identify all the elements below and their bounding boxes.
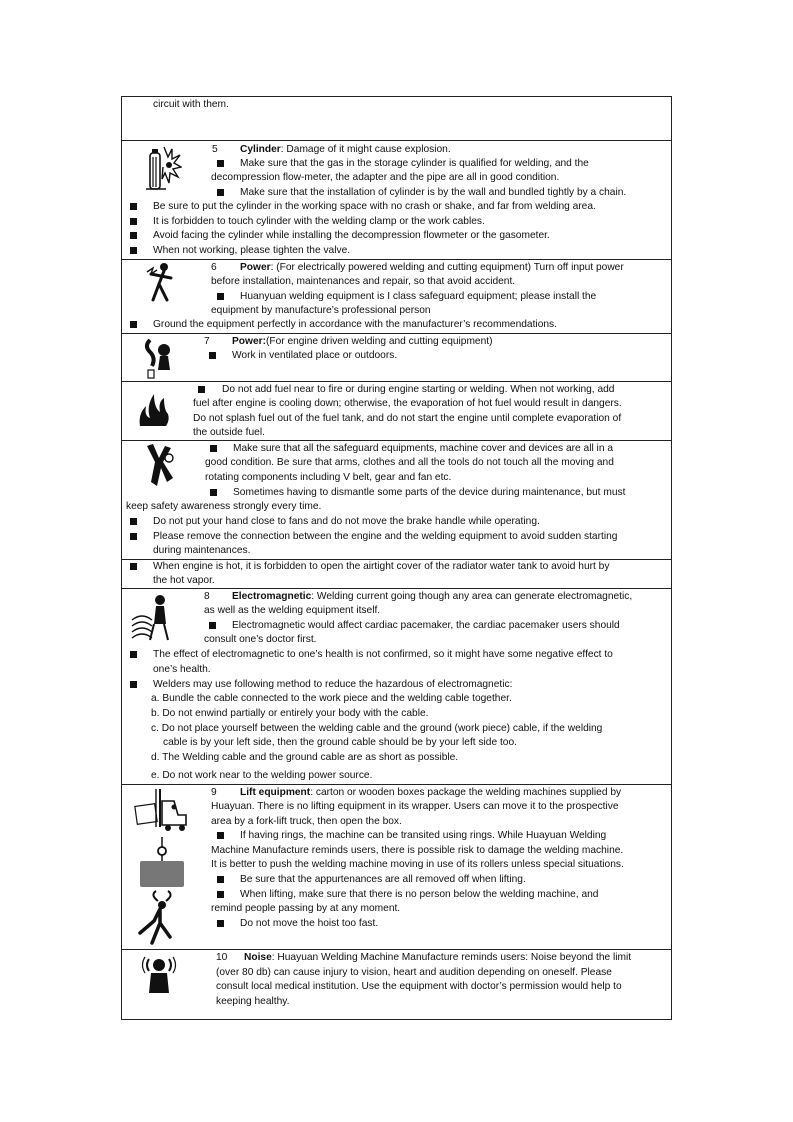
electric-shock-icon: [145, 262, 179, 302]
section7-moving-line3: rotating components including V belt, gear and fan etc.: [205, 472, 452, 483]
section7-disconnect-line2: during maintenances.: [153, 545, 251, 556]
bullet-square: [130, 563, 137, 570]
section7-fuel-line1: Do not add fuel near to fire or during engine starting or welding. When not working, add: [222, 384, 615, 395]
section7-heading: [232, 335, 493, 350]
section7-moving-line2: good condition. Be sure that arms, clothes and all the tools do not touch all the moving and: [205, 457, 614, 468]
bullet-square: [210, 489, 217, 496]
section9-intro: : carton or wooden boxes package the welding machines supplied by: [310, 787, 622, 798]
section6-intro: : (For electrically powered welding and cutting equipment) Turn off input power: [270, 262, 624, 273]
row-divider: [121, 784, 672, 785]
bullet-square: [130, 681, 137, 688]
bullet-square: [217, 891, 224, 898]
bullet-square: [217, 876, 224, 883]
section8-intro-line2: as well as the welding equipment itself.: [204, 605, 381, 616]
section9-bullet1-line1: If having rings, the machine can be transited using rings. While Huayuan Welding: [240, 830, 607, 841]
section5-bullet3: Be sure to put the cylinder in the working space with no crash or shake, and far from welding area.: [153, 201, 596, 212]
section6-intro-line2: before installation, maintenances and repair, so that avoid accident.: [211, 276, 516, 287]
section10-line2: (over 80 db) can cause injury to vision, heart and audition depending on oneself. Please: [216, 967, 612, 978]
section7-moving-line1: Make sure that all the safeguard equipments, machine cover and devices are all in a: [233, 443, 613, 454]
section7-fans-bullet: Do not put your hand close to fans and do not move the brake handle while operating.: [153, 516, 540, 527]
section5-number: 5: [212, 144, 218, 155]
section7-intro: (For engine driven welding and cutting equipment): [265, 336, 493, 347]
section7-fuel-line2: fuel after engine is cooling down; otherwise, the evaporation of hot fuel would result in dangers.: [193, 398, 622, 409]
row-divider: [121, 949, 672, 950]
section9-intro-line3: area by a fork-lift truck, then open the box.: [211, 816, 402, 827]
section8-item-c-line1: c. Do not place yourself between the welding cable and the ground (work piece) cable, if the welding: [151, 723, 603, 734]
cylinder-explosion-icon: [142, 143, 182, 193]
bullet-square: [217, 160, 224, 167]
bullet-square: [209, 622, 216, 629]
section6-bullet2: Ground the equipment perfectly in accordance with the manufacturer’s recommendations.: [153, 319, 557, 330]
section6-number: 6: [211, 262, 217, 273]
section4-continuation: circuit with them.: [153, 99, 229, 110]
section7-fuel-line4: the outside fuel.: [193, 427, 265, 438]
section7-number: 7: [204, 336, 210, 347]
section10-line4: keeping healthy.: [216, 996, 290, 1007]
section10-line1: : Huayuan Welding Machine Manufacture reminds users: Noise beyond the limit: [271, 952, 632, 963]
section9-intro-line2: Huayuan. There is no lifting equipment in its wrapper. Users can move it to the prospective: [211, 801, 619, 812]
fire-icon: [136, 388, 172, 428]
electromagnetic-field-icon: [128, 590, 176, 642]
row-divider: [121, 140, 672, 141]
hoist-ring-icon: [140, 837, 184, 887]
fume-inhalation-icon: [140, 336, 178, 380]
bullet-square: [130, 247, 137, 254]
person-head-protect-icon: [140, 891, 171, 943]
bullet-square: [217, 920, 224, 927]
section7-maintenance-line2: keep safety awareness strongly every time.: [126, 501, 322, 512]
section8-heading: [232, 590, 632, 605]
section9-bullet2: Be sure that the appurtenances are all removed off when lifting.: [240, 874, 526, 885]
moving-parts-hand-icon: [141, 442, 179, 488]
bullet-square: [130, 321, 137, 328]
section5-intro: : Damage of it might cause explosion.: [280, 144, 451, 155]
row-divider: [121, 333, 672, 334]
section6-heading: [240, 261, 624, 276]
section9-number: 9: [211, 787, 217, 798]
bullet-square: [130, 232, 137, 239]
section8-item-e: e. Do not work near to the welding power source.: [151, 770, 373, 781]
section7-radiator-line1: When engine is hot, it is forbidden to open the airtight cover of the radiator water tank to avoid hurt by: [153, 561, 610, 572]
section9-bullet3-line1: When lifting, make sure that there is no person below the welding machine, and: [240, 889, 599, 900]
section9-bullet1-line2: Machine Manufacture reminds users, there is possible risk to damage the welding machine.: [211, 845, 624, 856]
section10-line3: consult local medical institution. Use the equipment with doctor’s permission would help to: [216, 981, 622, 992]
section6-bullet1-line1: Huanyuan welding equipment is I class safeguard equipment; please install the: [240, 291, 597, 302]
forklift-icon: [135, 789, 186, 831]
section7-radiator-line2: the hot vapor.: [153, 575, 215, 586]
bullet-square: [198, 386, 205, 393]
section8-title: Electromagnetic: [232, 591, 312, 602]
section5-bullet6: When not working, please tighten the valve.: [153, 245, 351, 256]
section8-bullet1-line1: Electromagnetic would affect cardiac pacemaker, the cardiac pacemaker users should: [232, 620, 620, 631]
section8-item-d: d. The Welding cable and the ground cable are as short as possible.: [151, 752, 459, 763]
row-divider: [121, 381, 672, 382]
bullet-square: [130, 518, 137, 525]
bullet-square: [130, 651, 137, 658]
lifting-icons: [130, 787, 190, 947]
bullet-square: [217, 832, 224, 839]
section9-bullet1-line3: It is better to push the welding machine moving in use of its rollers unless special situations.: [211, 859, 624, 870]
section7-maintenance-line1: Sometimes having to dismantle some parts of the device during maintenance, but must: [233, 487, 626, 498]
section9-title: Lift equipment: [240, 787, 311, 798]
section6-bullet1-line2: equipment by manufacture’s professional person: [211, 305, 431, 316]
section8-number: 8: [204, 591, 210, 602]
section9-bullet4: Do not move the hoist too fast.: [240, 918, 379, 929]
section5-bullet1-line1: Make sure that the gas in the storage cylinder is qualified for welding, and the: [240, 158, 589, 169]
section10-title: Noise: [244, 952, 272, 963]
section8-bullet2-line1: The effect of electromagnetic to one’s health is not confirmed, so it might have some negative effect to: [153, 649, 613, 660]
section7-title: Power:: [232, 336, 266, 347]
bullet-square: [210, 445, 217, 452]
section5-heading: [240, 143, 451, 158]
row-divider: [121, 259, 672, 260]
bullet-square: [130, 218, 137, 225]
section5-bullet4: It is forbidden to touch cylinder with the welding clamp or the work cables.: [153, 216, 485, 227]
section5-bullet5: Avoid facing the cylinder while installing the decompression flowmeter or the gasometer.: [153, 230, 550, 241]
section7-fuel-line3: Do not splash fuel out of the fuel tank, and do not start the engine until complete evaporation of: [193, 413, 622, 424]
section7-bullet1: Work in ventilated place or outdoors.: [232, 350, 398, 361]
noise-ear-icon: [141, 955, 177, 995]
section9-bullet3-line2: remind people passing by at any moment.: [211, 903, 401, 914]
section8-item-b: b. Do not enwind partially or entirely your body with the cable.: [151, 708, 429, 719]
section10-heading: [244, 951, 631, 966]
section8-bullet1-line2: consult one’s doctor first.: [204, 634, 317, 645]
section10-number: 10: [216, 952, 228, 963]
bullet-square: [209, 352, 216, 359]
bullet-square: [217, 293, 224, 300]
section5-bullet1-line2: decompression flow-meter, the adapter and the pipe are all in good condition.: [211, 172, 560, 183]
section8-item-c-line2: cable is by your left side, then the ground cable should be by your left side too.: [163, 737, 517, 748]
bullet-square: [130, 533, 137, 540]
section8-intro: : Welding current going though any area can generate electromagnetic,: [311, 591, 633, 602]
section8-bullet3: Welders may use following method to reduce the hazardous of electromagnetic:: [153, 679, 513, 690]
section5-title: Cylinder: [240, 144, 281, 155]
bullet-square: [217, 189, 224, 196]
section7-disconnect-line1: Please remove the connection between the engine and the welding equipment to avoid sudden starting: [153, 531, 618, 542]
section8-bullet2-line2: one’s health.: [153, 664, 211, 675]
section8-item-a: a. Bundle the cable connected to the work piece and the welding cable together.: [151, 693, 512, 704]
section6-title: Power: [240, 262, 271, 273]
bullet-square: [130, 203, 137, 210]
section9-heading: [240, 786, 621, 801]
section5-bullet2: Make sure that the installation of cylinder is by the wall and bundled tightly by a chain.: [240, 187, 627, 198]
